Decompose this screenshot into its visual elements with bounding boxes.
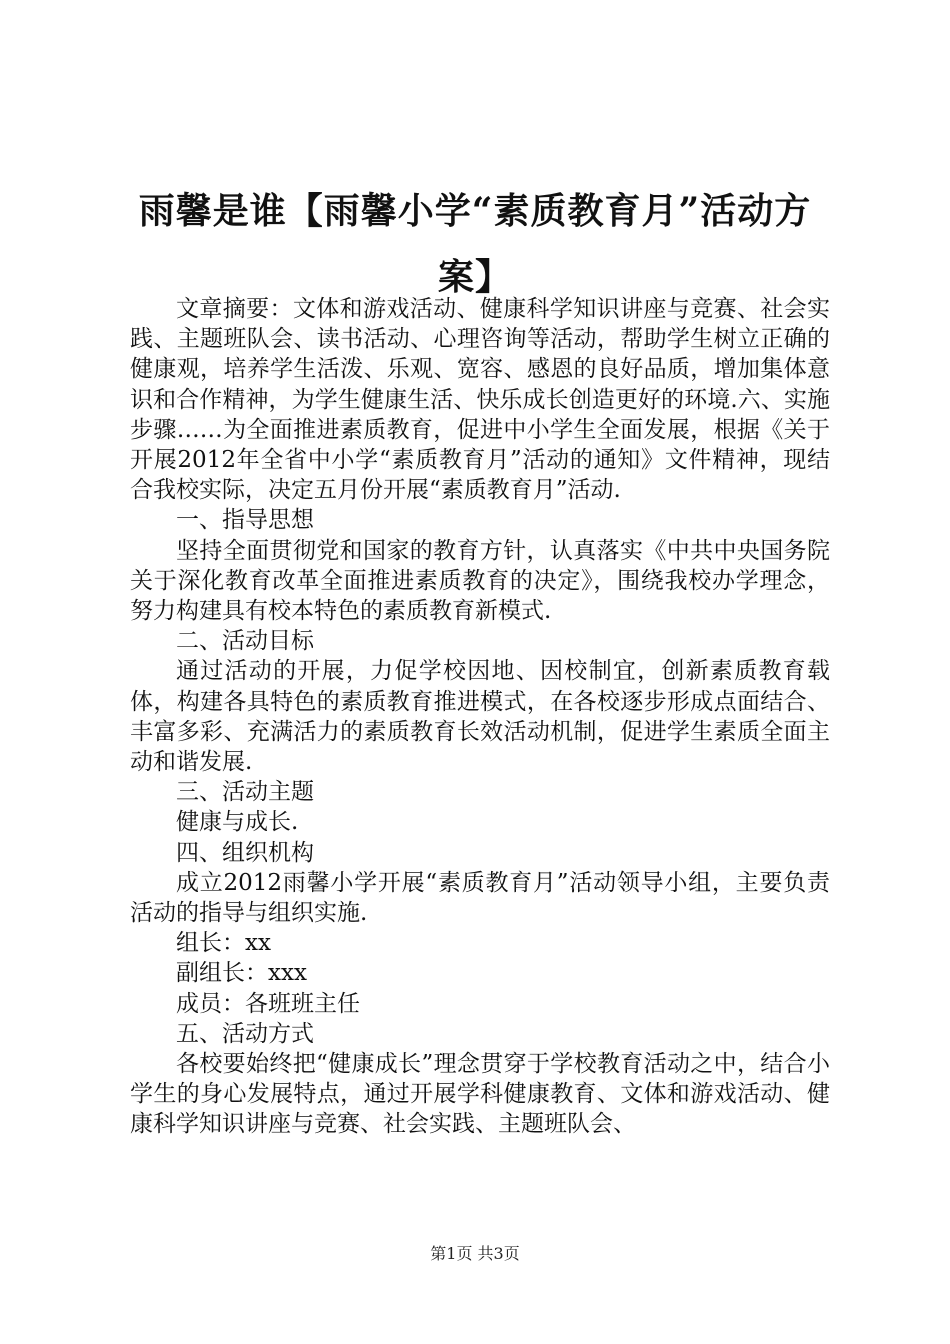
activity-theme-paragraph: 健康与成长. — [176, 809, 299, 836]
section-heading-activity-theme: 三、活动主题 — [176, 779, 314, 806]
activity-methods-paragraph: 各校要始终把“健康成长”理念贯穿于学校教育活动之中，结合小学生的身心发展特点，通过开展学科健康教育、文体和游戏活动、健康科学知识讲座与竞赛、社会实践、主题班队会、 — [130, 1051, 830, 1138]
section-heading-organization: 四、组织机构 — [176, 839, 314, 866]
organization-paragraph: 成立2012雨馨小学开展“素质教育月”活动领导小组，主要负责活动的指导与组织实施. — [130, 869, 830, 927]
abstract-paragraph: 文章摘要：文体和游戏活动、健康科学知识讲座与竞赛、社会实践、主题班队会、读书活动、心理咨询等活动，帮助学生树立正确的健康观，培养学生活泼、乐观、宽容、感恩的良好品质，增加集体意识和合作精神，为学生健康生活、快乐成长创造更好的环境.六、实施步骤……为全面推进素质教育，促进中小学生全面发展，根据《关于开展2012年全省中小学“素质教育月”活动的通知》文件精神，现结合我校实际，决定五月份开展“素质教育月”活动. — [130, 296, 830, 504]
document-title: 雨馨是谁【雨馨小学“素质教育月”活动方案】 — [138, 190, 812, 298]
members-line: 成员：各班班主任 — [176, 990, 360, 1017]
section-heading-activity-methods: 五、活动方式 — [176, 1020, 314, 1047]
section-heading-activity-goals: 二、活动目标 — [176, 628, 314, 655]
document-body — [130, 294, 830, 1140]
section-heading-guiding-thought: 一、指导思想 — [176, 507, 314, 534]
group-leader-line: 组长：xx — [176, 930, 271, 957]
guiding-thought-paragraph: 坚持全面贯彻党和国家的教育方针，认真落实《中共中央国务院关于深化教育改革全面推进素质教育的决定》，围绕我校办学理念，努力构建具有校本特色的素质教育新模式. — [130, 537, 830, 625]
page-number-footer: 第1页 共3页 — [430, 1244, 520, 1263]
deputy-leader-line: 副组长：xxx — [176, 960, 307, 987]
activity-goals-paragraph: 通过活动的开展，力促学校因地、因校制宜，创新素质教育载体，构建各具特色的素质教育推进模式，在各校逐步形成点面结合、丰富多彩、充满活力的素质教育长效活动机制，促进学生素质全面主动和谐发展. — [130, 658, 830, 776]
